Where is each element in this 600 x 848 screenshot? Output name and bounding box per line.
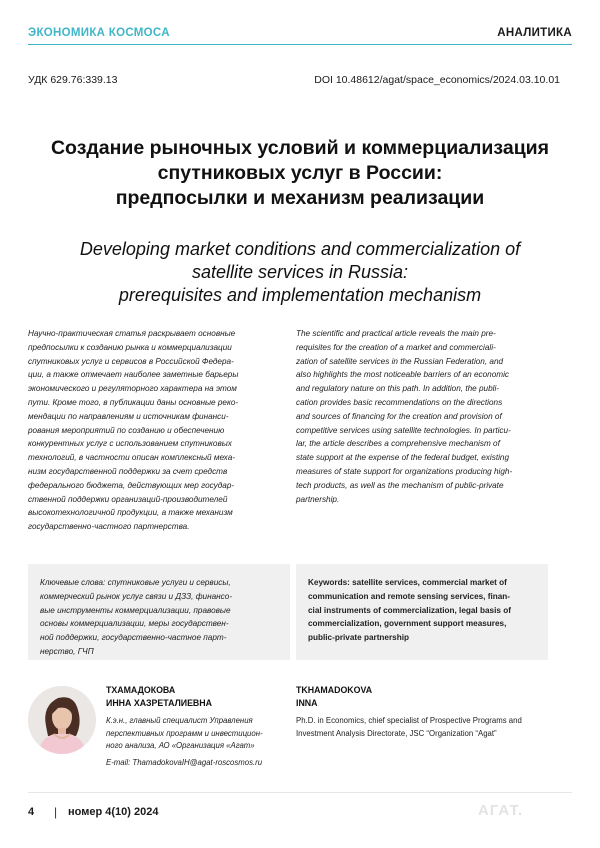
title-ru-line: Создание рыночных условий и коммерциализация <box>50 137 550 159</box>
keywords-line: Ключевые слова: спутниковые услуги и сервисы, <box>40 578 231 587</box>
rubric-label: АНАЛИТИКА <box>497 27 572 39</box>
abstract-line: and regulatory nature on this path. In addition, the publi- <box>296 384 500 394</box>
journal-section-label: ЭКОНОМИКА КОСМОСА <box>28 27 170 39</box>
title-russian <box>30 136 570 211</box>
abstract-line: государственно-частного партнерства. <box>28 522 190 532</box>
keywords-line: вые инструменты коммерциализации, правовые <box>40 605 231 615</box>
title-en-line: prerequisites and implementation mechanism <box>118 285 482 305</box>
author-email: E-mail: ThamadokovaIH@agat-roscosmos.ru <box>106 757 263 767</box>
issue-label: номер 4(10) 2024 <box>68 806 159 818</box>
abstract-line: and sources of financing for the creation and provision of <box>296 411 502 421</box>
affiliation-line: перспективных программ и инвестицион- <box>106 728 263 738</box>
title-ru-line: спутниковых услуг в России: <box>157 162 443 184</box>
author-portrait-icon <box>28 686 96 754</box>
keywords-line: ной поддержки, государственно-частное парт- <box>40 633 227 643</box>
keywords-box-english <box>296 564 548 660</box>
abstract-line: The scientific and practical article reveals the main pre- <box>296 329 496 338</box>
keywords-russian <box>40 576 282 659</box>
keywords-line: нерство, ГЧП <box>40 646 94 656</box>
abstract-line: спутниковых услуг и сервисов в Российской Федера- <box>28 356 234 366</box>
agat-logo: АГАТ. <box>478 802 524 819</box>
author-given-names: INNA <box>296 697 318 708</box>
keywords-line: Keywords: satellite services, commercial market of <box>308 578 507 587</box>
abstract-line: федерального бюджета, действующих мер государ- <box>28 480 235 490</box>
affiliation-line: Investment Analysis Directorate, JSC “Organization “Agat” <box>296 728 497 738</box>
abstract-line: предпосылки к созданию рынка и коммерциализации <box>28 342 232 352</box>
author-surname: TKHAMADOKOVA <box>296 685 373 695</box>
title-ru-line: предпосылки и механизм реализации <box>115 187 485 209</box>
abstract-line: ции, а также отмечает наиболее заметные барьеры <box>28 370 239 380</box>
abstract-russian <box>28 327 276 534</box>
affiliation-line: ного анализа, АО «Организация «Агат» <box>106 741 255 750</box>
affiliation-line: Ph.D. in Economics, chief specialist of Prospective Programs and <box>296 716 522 725</box>
author-affiliation-ru <box>106 715 286 753</box>
abstract-line: state support at the expense of the federal budget, existing <box>296 453 510 463</box>
abstract-line: пути. Кроме того, в публикации даны основные реко- <box>28 397 239 407</box>
abstract-line: also highlights the most noticeable barriers of an economic <box>296 370 509 380</box>
keywords-line: public-private partnership <box>308 633 409 643</box>
author-photo <box>28 686 96 754</box>
abstract-line: measures of state support for organizations producing high- <box>296 466 513 476</box>
keywords-line: коммерческий рынок услуг связи и ДЗЗ, финансо- <box>40 591 233 601</box>
keywords-line: commercialization, government support measures, <box>308 619 507 629</box>
title-english <box>30 238 570 307</box>
abstract-line: zation of satellite services in the Russian Federation, and <box>296 356 504 366</box>
abstract-line: partnership. <box>296 494 340 504</box>
running-header <box>28 24 572 44</box>
keywords-english <box>308 576 540 645</box>
title-en-line: Developing market conditions and commercialization of <box>79 239 521 259</box>
header-divider <box>28 44 572 45</box>
abstract-line: технологий, в частности описан комплексный меха- <box>28 453 235 463</box>
abstract-line: экономического и регуляторного характера на этом <box>28 384 237 394</box>
abstract-line: tech products, as well as the mechanism of public-private <box>296 480 504 490</box>
abstract-line: низм государственной поддержки за счет средств <box>28 466 228 476</box>
abstract-line: requisites for the creation of a market and commerciali- <box>296 342 496 352</box>
abstract-line: lar, the article describes a comprehensive mechanism of <box>296 439 500 449</box>
keywords-line: communication and remote sensing services, finan- <box>308 591 511 601</box>
author-affiliation-en <box>296 715 548 740</box>
abstract-line: competitive services using satellite technologies. In particu- <box>296 425 511 435</box>
author-english <box>296 684 548 740</box>
page-number: 4 <box>28 806 35 818</box>
abstract-line: рования мероприятий по созданию и обеспечению <box>28 425 225 435</box>
author-russian <box>106 684 286 769</box>
author-name-ru <box>106 684 286 709</box>
abstract-line: cation provides basic recommendations on the directions <box>296 397 503 407</box>
abstract-line: Научно-практическая статья раскрывает основные <box>28 329 236 338</box>
keywords-box-russian <box>28 564 290 660</box>
footer-separator: | <box>54 805 58 819</box>
author-surname: ТХАМАДОКОВА <box>106 685 176 695</box>
abstract-line: высокотехнологичной продукции, а также механизм <box>28 508 233 518</box>
author-name-en <box>296 684 548 709</box>
author-given-names: ИННА ХАЗРЕТАЛИЕВНА <box>106 697 212 708</box>
affiliation-line: К.э.н., главный специалист Управления <box>106 716 253 725</box>
udk-code: УДК 629.76:339.13 <box>28 74 118 86</box>
abstract-line: мендации по направлениям и источникам финанси- <box>28 411 229 421</box>
title-en-line: satellite services in Russia: <box>191 262 409 282</box>
abstract-line: конкурентных услуг с использованием спутниковых <box>28 439 232 449</box>
abstract-english <box>296 327 548 506</box>
footer-divider <box>28 792 572 793</box>
keywords-line: основы коммерциализации, меры государствен- <box>40 619 229 629</box>
keywords-line: cial instruments of commercialization, legal basis of <box>308 605 511 615</box>
abstract-line: ственной поддержки организаций-производителей <box>28 494 228 504</box>
doi: DOI 10.48612/agat/space_economics/2024.03.10.01 <box>314 74 560 86</box>
